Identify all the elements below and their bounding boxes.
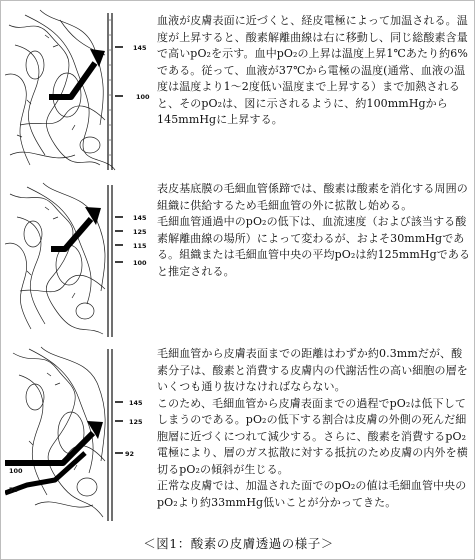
tick-label: 145 bbox=[129, 399, 143, 407]
skin-illustration bbox=[5, 345, 155, 523]
skin-cross-section-icon bbox=[5, 179, 155, 339]
panel-capillary bbox=[5, 179, 471, 339]
tick-label: 125 bbox=[129, 418, 143, 426]
tick-label: 115 bbox=[133, 242, 147, 250]
figure-caption: ＜図1：酸素の皮膚透過の様子＞ bbox=[143, 536, 334, 551]
paragraph: 毛細血管から皮膚表面までの距離はわずか約0.3mmだが、酸素分子は、酸素と消費する皮膚内の代謝活性の高い細胞の層をいくつも通り抜けなければならない。 このため、毛細血管から皮膚表面までの過程でpO₂は低下してしまうのである。pO₂の低下する割合は皮膚の外側の死んだ細胞層に近づくにつれて減少する。さらに、酸素を消費するpO₂電極により、層のガス拡散に対する抵抗のため皮膚の内外を横切るpO₂の傾斜が生じる。 正常な皮膚では、加温された面でのpO₂の値は毛細血管中央のpO₂より約33mmHg低いことが分かってきた。 bbox=[157, 347, 468, 509]
skin-cross-section-icon bbox=[5, 5, 155, 173]
skin-illustration bbox=[5, 5, 155, 173]
tick-label: 145 bbox=[133, 44, 147, 52]
paragraph: 表皮基底膜の毛細血管係蹄では、酸素は酸素を消化する周囲の組織に供給するため毛細血管の外に拡散し始める。 毛細血管通過中のpO₂の低下は、血流速度（および該当する酸素解離曲線の場所）によって変わるが、およそ30mmHgである。組織または毛細血管中央の平均pO₂は約125mmHgであると推定される。 bbox=[157, 182, 471, 278]
tick-label: 100 bbox=[136, 93, 150, 101]
panel-diffusion bbox=[5, 345, 471, 523]
tick-label: 100 bbox=[9, 467, 23, 475]
tick-label: 125 bbox=[133, 228, 147, 236]
tick-label: 92 bbox=[125, 450, 135, 458]
skin-illustration bbox=[5, 179, 155, 339]
panel-warming bbox=[5, 5, 471, 173]
skin-cross-section-icon bbox=[5, 345, 155, 523]
tick-label: 145 bbox=[133, 214, 147, 222]
tick-label: 75 bbox=[9, 486, 19, 494]
tick-label: 100 bbox=[133, 259, 147, 267]
paragraph: 血液が皮膚表面に近づくと、経皮電極によって加温される。温度が上昇すると、酸素解離曲線は右に移動し、同じ総酸素含量で高いpO₂を示す。血中pO₂の上昇は温度上昇1℃あたり約6%である。従って、血液が37℃から電極の温度(通常、血液の温度は温度より1～2度低い温度まで上昇する）まで加熱されると、そのpO₂は、図に示されるように、約100mmHgから145mmHgに上昇する。 bbox=[157, 14, 468, 126]
